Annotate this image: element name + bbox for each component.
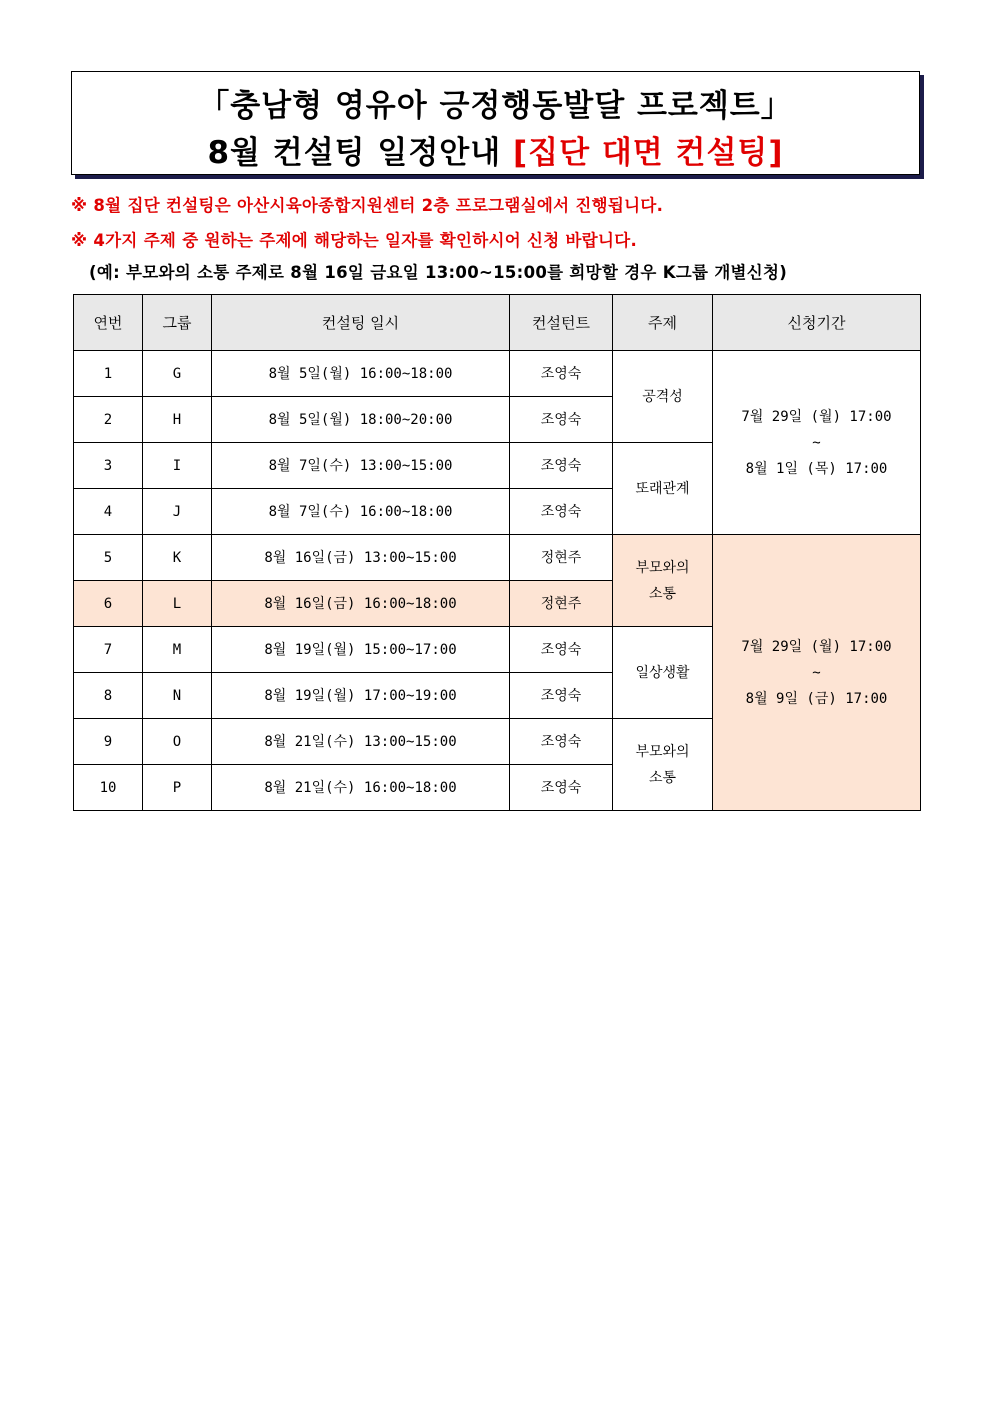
cell-group: M [143,627,212,673]
cell-consultant: 조영숙 [510,765,613,811]
table-row [74,535,921,581]
cell-consultant: 조영숙 [510,489,613,535]
cell-datetime: 8월 16일(금) 13:00~15:00 [212,535,510,581]
cell-group: P [143,765,212,811]
period-end: 8월 1일 (목) 17:00 [745,460,888,477]
cell-consultant: 조영숙 [510,397,613,443]
title-line-2 [72,127,919,172]
cell-topic: 일상생활 [613,627,713,719]
period-start: 7월 29일 (월) 17:00 [741,638,892,655]
cell-no: 4 [74,489,143,535]
title-month-text: 8월 컨설팅 일정안내 [207,135,513,171]
period-start: 7월 29일 (월) 17:00 [741,408,892,425]
cell-group: I [143,443,212,489]
cell-consultant: 정현주 [510,535,613,581]
topic-line-1: 부모와의 [635,743,690,760]
cell-topic [613,535,713,627]
title-box [71,71,920,175]
cell-datetime: 8월 7일(수) 16:00~18:00 [212,489,510,535]
cell-group: K [143,535,212,581]
cell-datetime: 8월 16일(금) 16:00~18:00 [212,581,510,627]
cell-topic: 공격성 [613,351,713,443]
cell-group: J [143,489,212,535]
cell-consultant: 조영숙 [510,351,613,397]
notice-location: ※ 8월 집단 컨설팅은 아산시육아종합지원센터 2층 프로그램실에서 진행됩니다. [71,196,664,215]
cell-no: 9 [74,719,143,765]
cell-consultant: 조영숙 [510,443,613,489]
topic-line-2: 소통 [648,769,677,786]
cell-datetime: 8월 21일(수) 13:00~15:00 [212,719,510,765]
table-row [74,351,921,397]
notice-example: (예: 부모와의 소통 주제로 8월 16일 금요일 13:00~15:00를 희망할 경우 K그룹 개별신청) [89,263,788,282]
cell-group: G [143,351,212,397]
header-datetime: 컨설팅 일시 [212,295,510,351]
topic-line-2: 소통 [648,585,677,602]
cell-no: 7 [74,627,143,673]
cell-group: H [143,397,212,443]
cell-datetime: 8월 5일(월) 16:00~18:00 [212,351,510,397]
header-topic: 주제 [613,295,713,351]
schedule-table [73,294,921,811]
cell-topic: 또래관계 [613,443,713,535]
header-period: 신청기간 [713,295,921,351]
cell-consultant: 조영숙 [510,673,613,719]
title-type-text: [집단 대면 컨설팅] [512,135,784,171]
cell-datetime: 8월 21일(수) 16:00~18:00 [212,765,510,811]
period-separator: ~ [812,434,821,451]
cell-consultant: 조영숙 [510,719,613,765]
cell-topic [613,719,713,811]
cell-no: 2 [74,397,143,443]
notice-apply: ※ 4가지 주제 중 원하는 주제에 해당하는 일자를 확인하시어 신청 바랍니다. [71,231,638,250]
cell-no: 3 [74,443,143,489]
period-end: 8월 9일 (금) 17:00 [745,690,888,707]
table-header-row [74,295,921,351]
cell-datetime: 8월 19일(월) 17:00~19:00 [212,673,510,719]
cell-datetime: 8월 19일(월) 15:00~17:00 [212,627,510,673]
cell-no: 10 [74,765,143,811]
cell-no: 8 [74,673,143,719]
title-line-1: 「충남형 영유아 긍정행동발달 프로젝트」 [198,88,793,124]
cell-period [713,535,921,811]
cell-group: L [143,581,212,627]
cell-period [713,351,921,535]
header-no: 연번 [74,295,143,351]
period-separator: ~ [812,664,821,681]
cell-no: 5 [74,535,143,581]
cell-no: 6 [74,581,143,627]
cell-consultant: 정현주 [510,581,613,627]
cell-consultant: 조영숙 [510,627,613,673]
cell-group: O [143,719,212,765]
topic-line-1: 부모와의 [635,559,690,576]
header-consultant: 컨설턴트 [510,295,613,351]
cell-datetime: 8월 7일(수) 13:00~15:00 [212,443,510,489]
header-group: 그룹 [143,295,212,351]
cell-group: N [143,673,212,719]
cell-no: 1 [74,351,143,397]
cell-datetime: 8월 5일(월) 18:00~20:00 [212,397,510,443]
